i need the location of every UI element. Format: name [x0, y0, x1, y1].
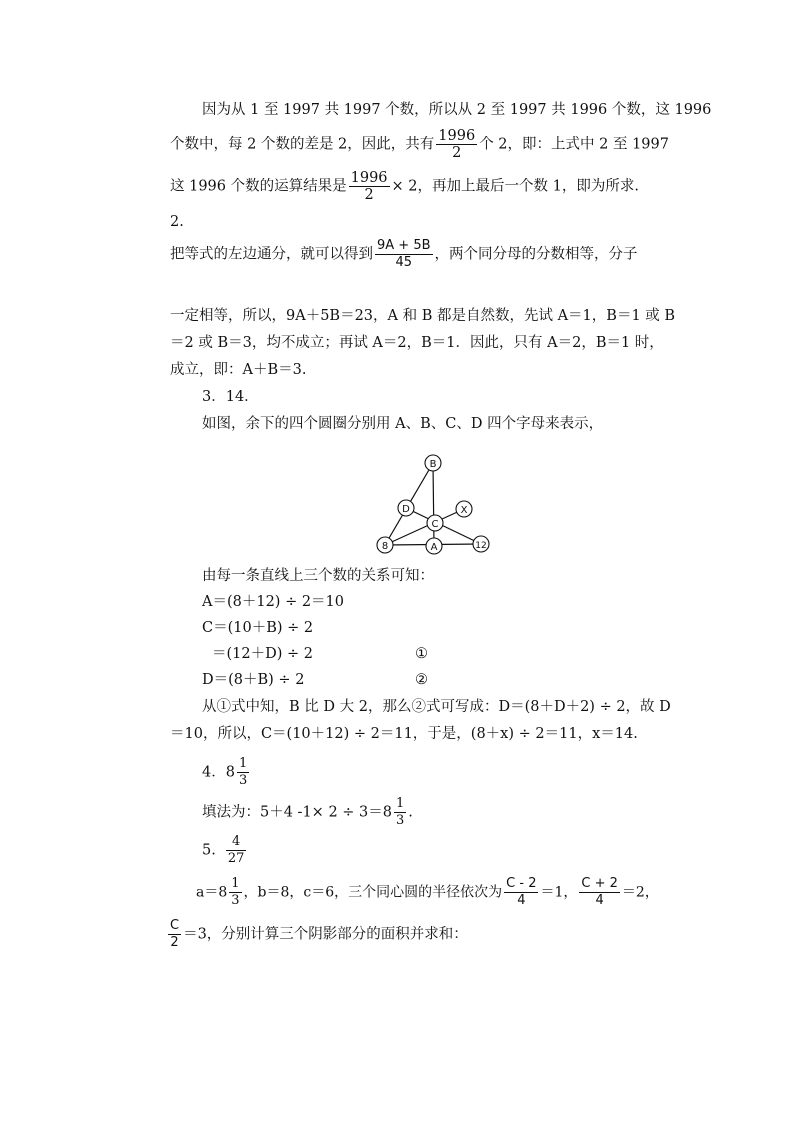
fraction-numerator: 4	[231, 834, 241, 849]
fraction-numerator: 1	[231, 876, 240, 891]
p3-number: 3．14．	[202, 389, 259, 405]
p2-line1	[170, 238, 638, 271]
fraction-numerator: 1	[396, 796, 405, 811]
p1-line3-start: 这 1996 个数的运算结果是	[170, 178, 347, 195]
p5-answer	[202, 834, 248, 867]
fraction-a-one-third	[229, 876, 241, 909]
label-12: 12	[475, 541, 487, 551]
fraction-numerator: C - 2	[506, 876, 537, 891]
p4-fill	[202, 796, 413, 829]
fraction-denominator: 3	[238, 773, 248, 788]
p5-line1	[196, 876, 659, 909]
p1-line3-end: × 2，再加上最后一个数 1，即为所求.	[391, 178, 639, 195]
fraction-denominator: 45	[375, 254, 433, 271]
fraction-denominator: 27	[227, 851, 245, 866]
p4-number: 4．8	[202, 764, 235, 781]
p5-line1-middle: ，b＝8，c＝6，三个同心圆的半径依次为	[243, 884, 503, 901]
label-a: A	[430, 542, 438, 553]
fraction-c-minus-2-over-4	[504, 876, 538, 909]
p5-line2-text: ＝3，分别计算三个阴影部分的面积并求和：	[183, 926, 468, 943]
p3-intro: 如图，余下的四个圆圈分别用 A、B、C、D 四个字母来表示，	[202, 416, 604, 432]
fraction-1996-over-2-b	[349, 170, 390, 203]
fraction-numerator: C + 2	[581, 876, 618, 891]
p5-radius-1-value: ＝1，	[540, 884, 578, 901]
p5-radius-2-value: ＝2，	[621, 884, 659, 901]
p3-eq4: D＝(8＋B) ÷ 2	[202, 672, 305, 688]
p5-number: 5.	[202, 842, 216, 859]
fraction-numerator: 1996	[350, 170, 388, 186]
p2-line1-end: ，两个同分母的分数相等，分子	[434, 246, 638, 263]
fraction-numerator: 1	[238, 756, 248, 771]
p3-eq4-mark: ②	[415, 672, 428, 688]
label-d: D	[402, 504, 410, 515]
p2-number: 2.	[170, 214, 184, 230]
fraction-1996-over-2	[436, 128, 477, 161]
p3-eq3-mark: ①	[415, 646, 428, 662]
fraction-denominator: 2	[436, 144, 477, 161]
label-8: 8	[381, 541, 389, 552]
circles-diagram	[370, 450, 500, 560]
p3-conclusion-2: ＝10，所以，C＝(10＋12) ÷ 2＝11，于是，(8＋x) ÷ 2＝11，x＝14.	[170, 726, 638, 742]
p3-eq2: C＝(10＋B) ÷ 2	[202, 620, 314, 636]
p1-line3	[170, 170, 639, 203]
label-b: B	[429, 459, 437, 470]
fraction-denominator: 2	[168, 934, 181, 951]
p3-eq3: ＝(12＋D) ÷ 2	[212, 646, 313, 662]
label-x: X	[460, 505, 468, 516]
p2-line4: 成立，即：A＋B＝3.	[170, 362, 307, 378]
p1-line2-end: 个 2，即：上式中 2 至 1997	[479, 136, 669, 153]
fraction-c-plus-2-over-4	[579, 876, 620, 909]
p5-a-value: a＝8	[196, 884, 228, 901]
fraction-one-third	[237, 756, 249, 789]
fraction-denominator: 3	[231, 893, 240, 908]
p3-conclusion-1: 从①式中知，B 比 D 大 2，那么②式可写成：D＝(8＋D＋2) ÷ 2，故 D	[202, 699, 671, 715]
fraction-denominator: 4	[504, 892, 538, 909]
p1-line2	[170, 128, 669, 161]
p2-line3: ＝2 或 B＝3，均不成立；再试 A＝2，B＝1．因此，只有 A＝2，B＝1 时，	[170, 335, 664, 351]
p4-answer	[202, 756, 251, 789]
fraction-denominator: 2	[349, 186, 390, 203]
p2-line1-start: 把等式的左边通分，就可以得到	[170, 246, 373, 263]
fraction-c-over-2	[168, 918, 181, 951]
p1-line2-start: 个数中，每 2 个数的差是 2，因此，共有	[170, 136, 435, 153]
fraction-numerator: C	[170, 918, 180, 933]
fraction-9a-5b-over-45	[375, 238, 433, 271]
p4-fill-text: 填法为：5＋4 -1× 2 ÷ 3＝8	[202, 804, 392, 821]
p2-line2: 一定相等，所以，9A＋5B＝23，A 和 B 都是自然数，先试 A＝1，B＝1 或 B	[170, 308, 676, 324]
p3-relation: 由每一条直线上三个数的关系可知：	[202, 568, 434, 584]
p1-line1: 因为从 1 至 1997 共 1997 个数，所以从 2 至 1997 共 1996 个数，这 1996	[202, 102, 712, 118]
label-c: C	[431, 519, 439, 530]
p5-line2	[168, 918, 468, 951]
fraction-denominator: 3	[396, 813, 405, 828]
p3-eq1: A＝(8＋12) ÷ 2＝10	[202, 594, 345, 610]
fraction-numerator: 1996	[438, 128, 476, 144]
fraction-4-over-27	[226, 834, 247, 867]
p4-period: .	[408, 804, 413, 821]
fraction-numerator: 9A + 5B	[377, 238, 431, 253]
fraction-denominator: 4	[579, 892, 620, 909]
fraction-one-third-b	[394, 796, 406, 829]
